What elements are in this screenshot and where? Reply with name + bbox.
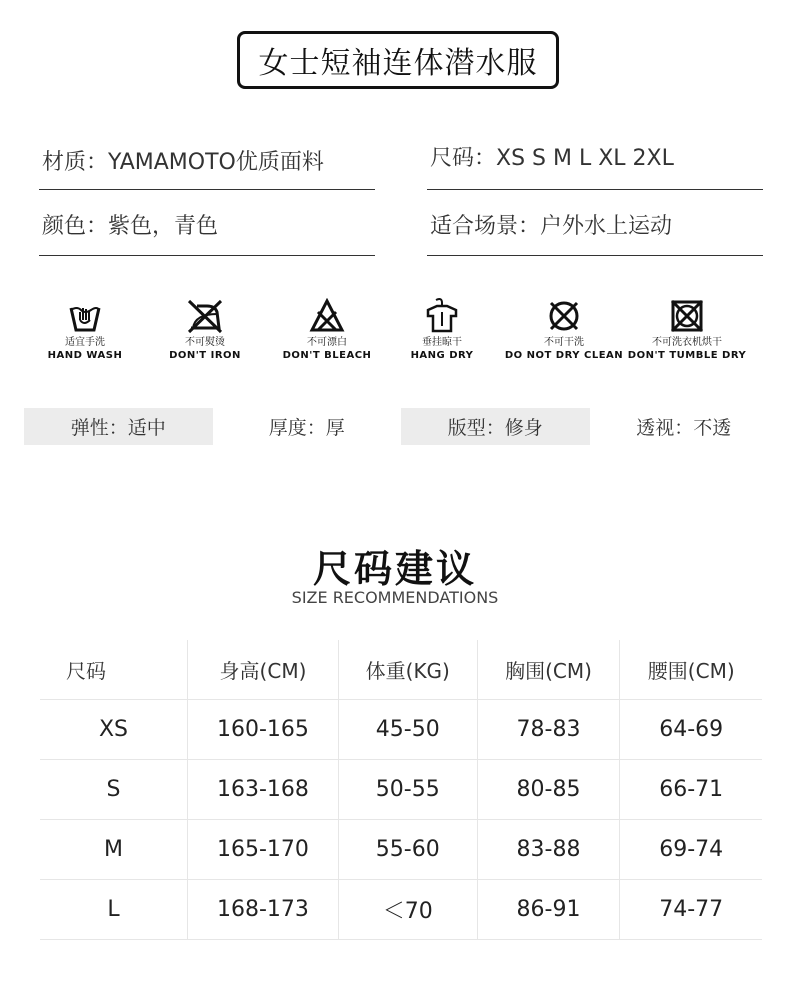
no-tumble-dry-icon <box>669 298 705 334</box>
table-cell: 74-77 <box>620 880 762 940</box>
table-row <box>40 760 762 820</box>
table-header-row <box>40 640 762 700</box>
table-cell: 69-74 <box>620 820 762 880</box>
table-cell: 66-71 <box>620 760 762 820</box>
care-en-label: DON'T BLEACH <box>282 350 372 361</box>
size-section-title: 尺码建议 <box>312 547 477 591</box>
table-cell: XS <box>98 717 129 742</box>
color-attr: 颜色：紫色，青色 <box>42 214 219 239</box>
no-dry-clean-icon <box>546 298 582 334</box>
table-cell: 50-55 <box>338 760 477 820</box>
care-en-label: HAND WASH <box>47 350 123 361</box>
product-title: 女士短袖连体潜水服 <box>237 31 559 89</box>
table-cell: 163-168 <box>188 760 339 820</box>
table-cell: 55-60 <box>338 820 477 880</box>
care-no-dry-clean <box>499 298 629 362</box>
table-row <box>40 700 762 760</box>
table-row <box>40 820 762 880</box>
care-no-iron <box>140 298 270 362</box>
table-cell: 165-170 <box>188 820 339 880</box>
size-table <box>40 640 762 940</box>
table-cell: S <box>106 777 121 802</box>
care-en-label: DON'T IRON <box>169 350 241 361</box>
table-cell: 80-85 <box>477 760 620 820</box>
header-cell: 胸围(CM) <box>477 640 620 700</box>
care-no-tumble-dry <box>622 298 752 362</box>
divider <box>39 255 375 256</box>
care-en-label: DON'T TUMBLE DRY <box>627 350 747 361</box>
scene-attr: 适合场景：户外水上运动 <box>430 214 673 239</box>
table-cell: 168-173 <box>188 880 339 940</box>
divider <box>427 255 763 256</box>
table-cell: 64-69 <box>620 700 762 760</box>
table-row <box>40 880 762 940</box>
care-hand-wash <box>20 298 150 362</box>
care-en-label: DO NOT DRY CLEAN <box>504 350 624 361</box>
header-cell: 腰围(CM) <box>620 640 762 700</box>
care-cn-label: 不可干洗 <box>544 337 584 348</box>
divider <box>39 189 375 190</box>
table-cell: 160-165 <box>188 700 339 760</box>
care-no-bleach <box>262 298 392 362</box>
table-cell: L <box>107 897 120 922</box>
size-section-subtitle: SIZE RECOMMENDATIONS <box>291 588 499 607</box>
table-cell: 45-50 <box>338 700 477 760</box>
size-attr: 尺码：XS S M L XL 2XL <box>430 146 674 171</box>
fit-prop: 版型：修身 <box>401 408 590 445</box>
elasticity-prop: 弹性：适中 <box>24 408 213 445</box>
property-bar <box>24 408 778 445</box>
table-cell: 78-83 <box>477 700 620 760</box>
divider <box>427 189 763 190</box>
thickness-prop: 厚度：厚 <box>268 417 345 439</box>
table-cell: 83-88 <box>477 820 620 880</box>
care-cn-label: 不可漂白 <box>307 337 347 348</box>
material-attr: 材质：YAMAMOTO优质面料 <box>42 150 324 175</box>
header-cell: 体重(KG) <box>338 640 477 700</box>
header-cell: 身高(CM) <box>188 640 339 700</box>
table-cell: ＜70 <box>338 880 477 940</box>
table-cell: 86-91 <box>477 880 620 940</box>
care-cn-label: 不可熨烫 <box>185 337 225 348</box>
table-cell: M <box>104 837 123 862</box>
no-bleach-icon <box>309 298 345 334</box>
care-hang-dry <box>377 298 507 362</box>
care-en-label: HANG DRY <box>410 350 474 361</box>
no-iron-icon <box>187 298 223 334</box>
care-cn-label: 适宜手洗 <box>65 337 105 348</box>
transparency-prop: 透视：不透 <box>636 417 732 439</box>
header-cell: 尺码 <box>66 659 106 683</box>
care-cn-label: 垂挂晾干 <box>422 337 462 348</box>
hang-dry-icon <box>424 298 460 334</box>
hand-wash-icon <box>67 298 103 334</box>
care-cn-label: 不可洗衣机烘干 <box>652 337 722 348</box>
